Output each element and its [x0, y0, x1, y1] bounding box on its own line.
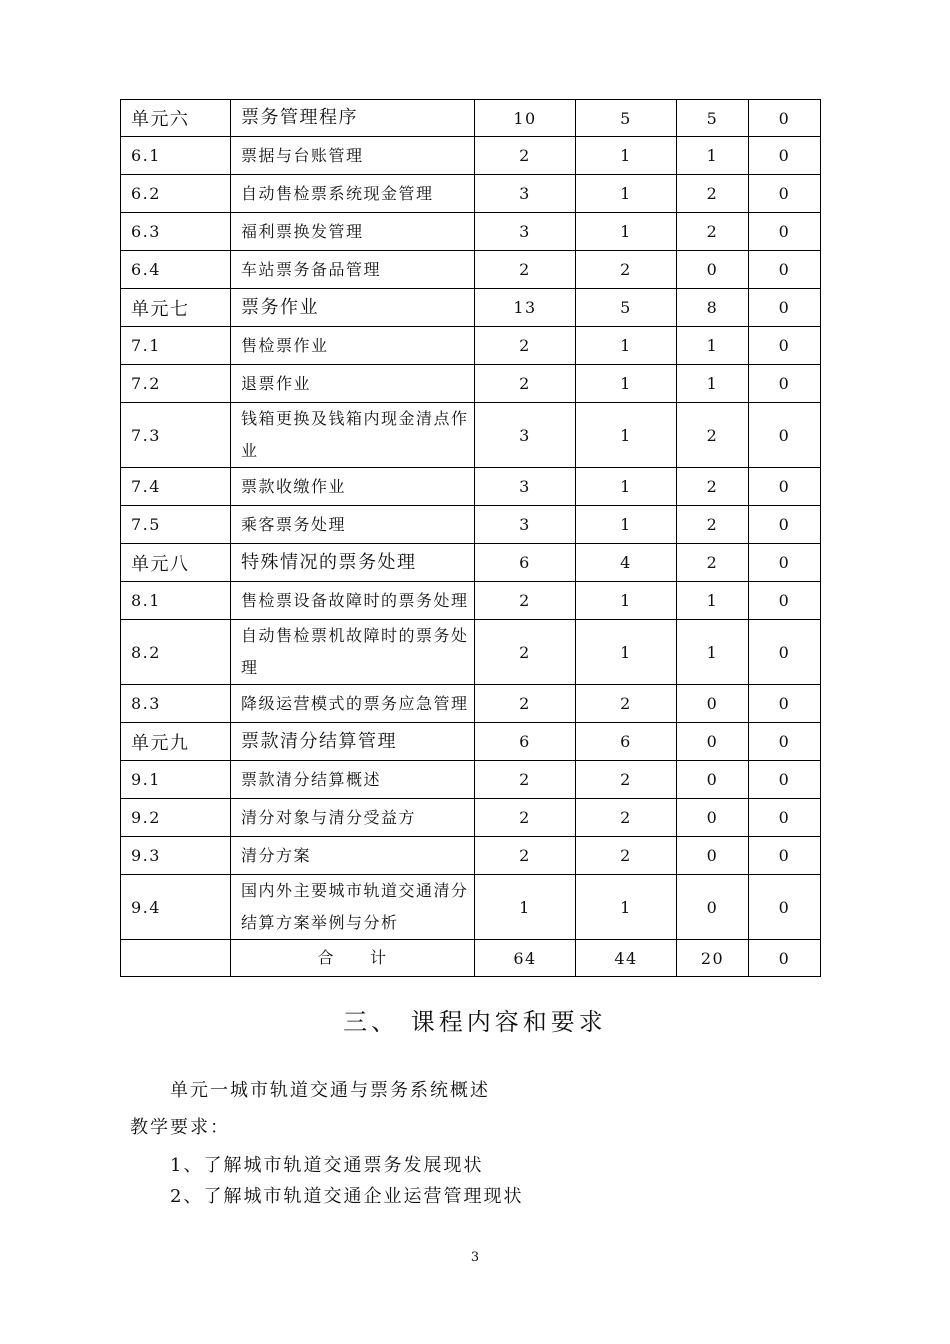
total-hours-cell: 2 — [475, 365, 576, 403]
other-hours-cell: 0 — [749, 761, 821, 799]
practice-hours-cell: 1 — [677, 620, 749, 685]
practice-hours-cell: 1 — [677, 365, 749, 403]
code-cell: 6.4 — [121, 251, 231, 289]
theory-hours-cell: 2 — [576, 685, 677, 723]
theory-hours-cell: 5 — [576, 100, 677, 137]
theory-hours-cell: 1 — [576, 468, 677, 506]
other-hours-cell: 0 — [749, 289, 821, 327]
total-hours-cell: 3 — [475, 213, 576, 251]
theory-hours-cell: 1 — [576, 875, 677, 940]
table-row — [121, 327, 821, 365]
theory-hours-cell: 2 — [576, 251, 677, 289]
other-hours-cell: 0 — [749, 327, 821, 365]
total-hours-cell: 64 — [475, 940, 576, 977]
total-hours-cell: 2 — [475, 582, 576, 620]
name-cell: 福利票换发管理 — [231, 213, 475, 251]
other-hours-cell: 0 — [749, 799, 821, 837]
total-hours-cell: 2 — [475, 620, 576, 685]
other-hours-cell: 0 — [749, 100, 821, 137]
code-cell: 7.1 — [121, 327, 231, 365]
other-hours-cell: 0 — [749, 723, 821, 761]
total-hours-cell: 3 — [475, 175, 576, 213]
total-hours-cell: 2 — [475, 837, 576, 875]
practice-hours-cell: 2 — [677, 544, 749, 582]
practice-hours-cell: 0 — [677, 761, 749, 799]
practice-hours-cell: 1 — [677, 137, 749, 175]
name-cell: 清分方案 — [231, 837, 475, 875]
code-cell: 6.2 — [121, 175, 231, 213]
code-cell: 9.3 — [121, 837, 231, 875]
practice-hours-cell: 2 — [677, 468, 749, 506]
code-cell: 单元九 — [121, 723, 231, 761]
name-cell: 清分对象与清分受益方 — [231, 799, 475, 837]
practice-hours-cell: 2 — [677, 175, 749, 213]
practice-hours-cell: 20 — [677, 940, 749, 977]
practice-hours-cell: 1 — [677, 582, 749, 620]
name-cell: 车站票务备品管理 — [231, 251, 475, 289]
code-cell: 6.3 — [121, 213, 231, 251]
total-hours-cell: 2 — [475, 799, 576, 837]
table-row — [121, 213, 821, 251]
theory-hours-cell: 1 — [576, 620, 677, 685]
table-body — [121, 100, 821, 977]
theory-hours-cell: 1 — [576, 137, 677, 175]
unit-row — [121, 723, 821, 761]
code-cell: 单元七 — [121, 289, 231, 327]
practice-hours-cell: 0 — [677, 837, 749, 875]
name-cell: 合 计 — [231, 940, 475, 977]
total-row — [121, 940, 821, 977]
theory-hours-cell: 5 — [576, 289, 677, 327]
name-cell: 票款清分结算管理 — [231, 723, 475, 761]
code-cell: 单元六 — [121, 100, 231, 137]
requirement-item: 1、了解城市轨道交通票务发展现状 — [170, 1155, 484, 1176]
name-cell: 乘客票务处理 — [231, 506, 475, 544]
practice-hours-cell: 2 — [677, 403, 749, 468]
table-row — [121, 875, 821, 940]
name-cell: 售检票设备故障时的票务处理 — [231, 582, 475, 620]
table-row — [121, 582, 821, 620]
theory-hours-cell: 1 — [576, 213, 677, 251]
other-hours-cell: 0 — [749, 837, 821, 875]
name-cell: 票据与台账管理 — [231, 137, 475, 175]
section-heading: 三、 课程内容和要求 — [343, 1008, 607, 1036]
code-cell: 8.1 — [121, 582, 231, 620]
code-cell: 8.3 — [121, 685, 231, 723]
practice-hours-cell: 5 — [677, 100, 749, 137]
other-hours-cell: 0 — [749, 213, 821, 251]
course-hours-table — [120, 99, 821, 977]
practice-hours-cell: 1 — [677, 327, 749, 365]
total-hours-cell: 2 — [475, 761, 576, 799]
code-cell: 9.4 — [121, 875, 231, 940]
total-hours-cell: 6 — [475, 544, 576, 582]
table-row — [121, 685, 821, 723]
total-hours-cell: 2 — [475, 137, 576, 175]
theory-hours-cell: 2 — [576, 799, 677, 837]
table-row — [121, 365, 821, 403]
total-hours-cell: 2 — [475, 251, 576, 289]
table-row — [121, 175, 821, 213]
other-hours-cell: 0 — [749, 175, 821, 213]
code-cell: 7.5 — [121, 506, 231, 544]
other-hours-cell: 0 — [749, 251, 821, 289]
code-cell: 9.2 — [121, 799, 231, 837]
total-hours-cell: 1 — [475, 875, 576, 940]
practice-hours-cell: 0 — [677, 723, 749, 761]
other-hours-cell: 0 — [749, 506, 821, 544]
code-cell: 9.1 — [121, 761, 231, 799]
theory-hours-cell: 6 — [576, 723, 677, 761]
total-hours-cell: 2 — [475, 685, 576, 723]
name-cell: 售检票作业 — [231, 327, 475, 365]
name-cell: 降级运营模式的票务应急管理 — [231, 685, 475, 723]
other-hours-cell: 0 — [749, 940, 821, 977]
theory-hours-cell: 2 — [576, 837, 677, 875]
table-row — [121, 506, 821, 544]
code-cell — [121, 940, 231, 977]
theory-hours-cell: 2 — [576, 761, 677, 799]
requirement-item: 2、了解城市轨道交通企业运营管理现状 — [170, 1186, 524, 1207]
name-cell: 票务管理程序 — [231, 100, 475, 137]
table-row — [121, 837, 821, 875]
theory-hours-cell: 1 — [576, 327, 677, 365]
practice-hours-cell: 2 — [677, 213, 749, 251]
table-row — [121, 620, 821, 685]
name-cell: 退票作业 — [231, 365, 475, 403]
other-hours-cell: 0 — [749, 403, 821, 468]
table-row — [121, 761, 821, 799]
theory-hours-cell: 1 — [576, 582, 677, 620]
name-cell: 票务作业 — [231, 289, 475, 327]
name-cell: 钱箱更换及钱箱内现金清点作业 — [231, 403, 475, 468]
practice-hours-cell: 0 — [677, 251, 749, 289]
practice-hours-cell: 0 — [677, 685, 749, 723]
theory-hours-cell: 1 — [576, 175, 677, 213]
unit-row — [121, 289, 821, 327]
total-hours-cell: 3 — [475, 403, 576, 468]
other-hours-cell: 0 — [749, 685, 821, 723]
theory-hours-cell: 1 — [576, 365, 677, 403]
other-hours-cell: 0 — [749, 468, 821, 506]
table-row — [121, 468, 821, 506]
theory-hours-cell: 1 — [576, 506, 677, 544]
other-hours-cell: 0 — [749, 620, 821, 685]
name-cell: 自动售检票系统现金管理 — [231, 175, 475, 213]
unit-row — [121, 544, 821, 582]
total-hours-cell: 13 — [475, 289, 576, 327]
unit-title: 单元一城市轨道交通与票务系统概述 — [170, 1080, 490, 1101]
code-cell: 6.1 — [121, 137, 231, 175]
practice-hours-cell: 8 — [677, 289, 749, 327]
unit-row — [121, 100, 821, 137]
theory-hours-cell: 44 — [576, 940, 677, 977]
total-hours-cell: 6 — [475, 723, 576, 761]
name-cell: 票款收缴作业 — [231, 468, 475, 506]
total-hours-cell: 10 — [475, 100, 576, 137]
practice-hours-cell: 0 — [677, 875, 749, 940]
table-row — [121, 137, 821, 175]
total-hours-cell: 3 — [475, 468, 576, 506]
name-cell: 票款清分结算概述 — [231, 761, 475, 799]
other-hours-cell: 0 — [749, 137, 821, 175]
table-row — [121, 799, 821, 837]
requirements-label: 教学要求： — [130, 1117, 230, 1138]
code-cell: 8.2 — [121, 620, 231, 685]
practice-hours-cell: 2 — [677, 506, 749, 544]
other-hours-cell: 0 — [749, 875, 821, 940]
name-cell: 特殊情况的票务处理 — [231, 544, 475, 582]
page-number: 3 — [470, 1250, 480, 1265]
code-cell: 7.2 — [121, 365, 231, 403]
other-hours-cell: 0 — [749, 365, 821, 403]
total-hours-cell: 2 — [475, 327, 576, 365]
total-hours-cell: 3 — [475, 506, 576, 544]
theory-hours-cell: 4 — [576, 544, 677, 582]
other-hours-cell: 0 — [749, 544, 821, 582]
code-cell: 7.4 — [121, 468, 231, 506]
code-cell: 7.3 — [121, 403, 231, 468]
table-row — [121, 251, 821, 289]
name-cell: 国内外主要城市轨道交通清分结算方案举例与分析 — [231, 875, 475, 940]
code-cell: 单元八 — [121, 544, 231, 582]
table-row — [121, 403, 821, 468]
name-cell: 自动售检票机故障时的票务处理 — [231, 620, 475, 685]
other-hours-cell: 0 — [749, 582, 821, 620]
theory-hours-cell: 1 — [576, 403, 677, 468]
practice-hours-cell: 0 — [677, 799, 749, 837]
